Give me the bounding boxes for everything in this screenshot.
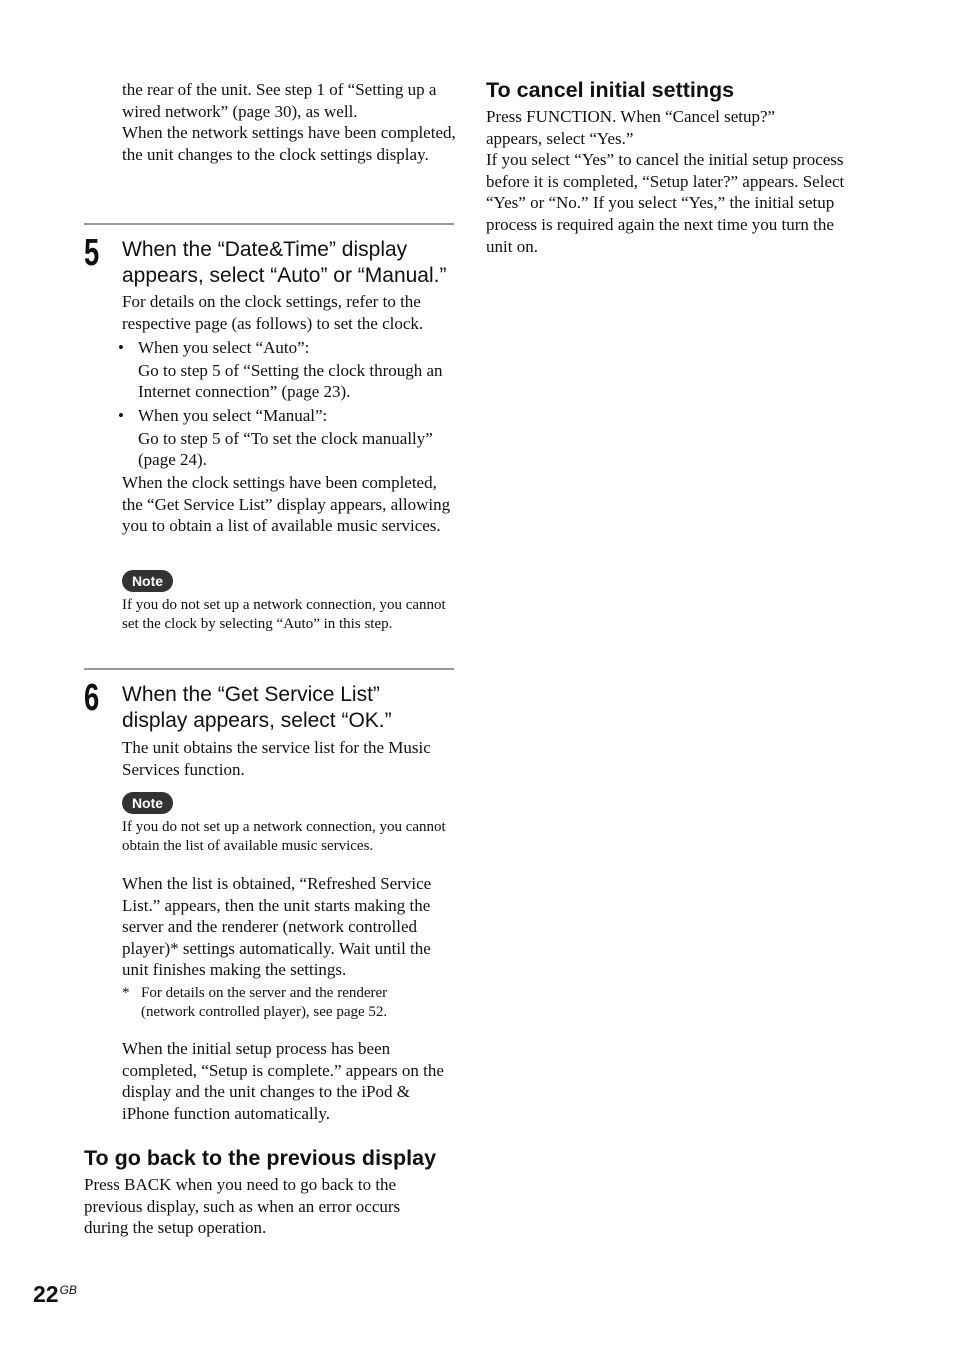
list-item — [138, 405, 458, 471]
section-heading: To cancel initial settings — [486, 78, 735, 102]
section-body — [486, 106, 858, 257]
list-item-detail: Go to step 5 of “Setting the clock through an Internet connection” (page 23). — [138, 360, 443, 402]
step-divider — [84, 668, 454, 670]
note-text: If you do not set up a network connection, you cannot obtain the list of available music services. — [122, 819, 446, 854]
list-item-label: When you select “Auto”: — [138, 338, 310, 357]
page-number-value: 22 — [33, 1281, 59, 1307]
footnote: For details on the server and the renderer (network controlled player), see page 52. — [141, 985, 388, 1020]
step-number: 5 — [84, 232, 100, 274]
step-body — [122, 873, 457, 981]
note-text: If you do not set up a network connection, you cannot set the clock by selecting “Auto” in this step. — [122, 597, 446, 632]
paragraph: When the clock settings have been completed, the “Get Service List” display appears, allowing you to obtain a list of available music services. — [122, 473, 451, 536]
step-body — [122, 737, 457, 780]
step-heading: When the “Date&Time” display appears, select “Auto” or “Manual.” — [122, 238, 447, 287]
list-item-label: When you select “Manual”: — [138, 406, 328, 425]
list-item-detail: Go to step 5 of “To set the clock manually” (page 24). — [138, 428, 433, 470]
bullet-icon: • — [118, 338, 124, 357]
continuation-text — [122, 79, 457, 165]
paragraph: If you select “Yes” to cancel the initial setup process before it is completed, “Setup later?” appears. Select “Yes” or “No.” If you select “Yes,” the initial setup process is required again the next time you turn the unit on. — [486, 150, 845, 256]
step-body — [122, 472, 457, 537]
step-number: 6 — [84, 677, 100, 719]
note-badge: Note — [122, 792, 173, 814]
footnote-mark: * — [122, 985, 130, 1001]
paragraph: When the initial setup process has been completed, “Setup is complete.” appears on the display and the unit changes to the iPod & iPhone function automatically. — [122, 1039, 444, 1123]
note-badge: Note — [122, 570, 173, 592]
paragraph: Press FUNCTION. When “Cancel setup?” appears, select “Yes.” — [486, 107, 776, 148]
step-heading: When the “Get Service List” display appears, select “OK.” — [122, 683, 392, 732]
paragraph: When the network settings have been completed, the unit changes to the clock settings display. — [122, 123, 456, 164]
step-body — [122, 1038, 457, 1124]
step-body — [122, 291, 457, 334]
paragraph: When the list is obtained, “Refreshed Service List.” appears, then the unit starts making the server and the renderer (network controlled player)* settings automatically. Wait until the unit finishes making the settings. — [122, 874, 432, 980]
page-number — [33, 1281, 77, 1308]
paragraph: For details on the clock settings, refer to the respective page (as follows) to set the clock. — [122, 292, 424, 333]
paragraph: the rear of the unit. See step 1 of “Setting up a wired network” (page 30), as well. — [122, 80, 437, 121]
list-item — [138, 337, 458, 403]
bullet-icon: • — [118, 406, 124, 425]
page-number-suffix: GB — [59, 1283, 77, 1297]
section-body: Press BACK when you need to go back to the previous display, such as when an error occurs during the setup operation. — [84, 1175, 401, 1238]
paragraph: The unit obtains the service list for the Music Services function. — [122, 738, 431, 779]
step-divider — [84, 223, 454, 225]
section-heading: To go back to the previous display — [84, 1146, 437, 1170]
